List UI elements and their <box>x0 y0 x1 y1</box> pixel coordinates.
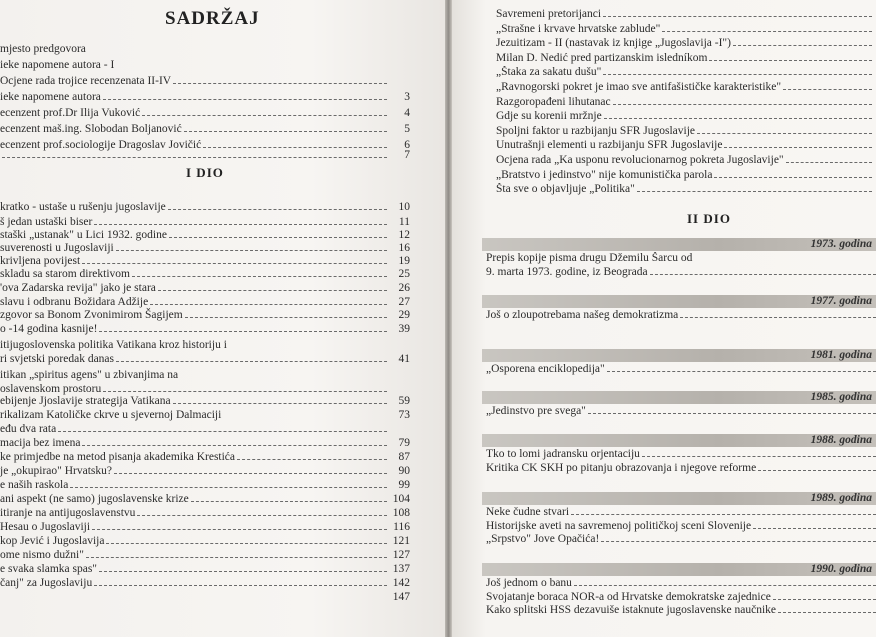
toc-entry-page: 16 <box>398 242 410 254</box>
toc-entry <box>0 241 410 255</box>
toc-entry-title: zgovor sa Bonom Zvonimirom Šagijem <box>0 309 183 321</box>
toc-entry-title: staški „ustanak" u Lici 1932. godine <box>0 229 167 241</box>
dot-leader <box>173 83 387 84</box>
toc-entry-title: je „okupirao" Hrvatsku? <box>0 465 112 477</box>
toc-entry-title: Neke čudne stvari <box>486 506 570 518</box>
toc-entry <box>496 169 872 182</box>
dot-leader <box>99 571 387 572</box>
toc-entry <box>496 81 872 94</box>
toc-entry <box>0 281 410 295</box>
toc-entry-title: Hesau o Jugoslaviji <box>0 521 91 533</box>
toc-entry <box>0 562 410 576</box>
toc-entry-title: itikan „spiritus agens" u zbivanjima na <box>0 369 179 381</box>
toc-entry <box>496 139 872 152</box>
dot-leader <box>185 317 387 318</box>
toc-entry-page: 137 <box>392 563 410 575</box>
dot-leader <box>613 104 872 105</box>
toc-entry-title: kratko - ustaše u rušenju jugoslavije <box>0 201 166 213</box>
dot-leader <box>758 470 876 471</box>
dot-leader <box>662 31 872 32</box>
year-label: 1988. godina <box>810 434 872 446</box>
toc-entry-title: Šta sve o objavljuje „Politika" <box>496 183 635 196</box>
dot-leader <box>574 585 876 586</box>
toc-entry-page: 26 <box>398 282 410 294</box>
toc-entry <box>486 252 876 265</box>
toc-entry-title: o -14 godina kasnije! <box>0 323 98 335</box>
toc-entry-title: Kritika CK SKH po pitanju obrazovanja i njegove reforme <box>486 461 757 474</box>
part-one-title: I DIO <box>186 165 224 180</box>
dot-leader <box>70 487 387 488</box>
toc-entry <box>0 506 410 520</box>
dot-leader <box>158 290 387 291</box>
toc-entry <box>0 520 410 534</box>
toc-entry <box>0 422 410 436</box>
toc-entry-page: 6 <box>404 139 410 151</box>
toc-entry-title: suverenosti u Jugoslaviji <box>0 242 114 254</box>
toc-entry <box>496 66 872 79</box>
dot-leader <box>168 209 387 210</box>
toc-entry <box>0 534 410 548</box>
toc-entry-title: Jezuitizam - II (nastavak iz knjige „Jugoslavija -I") <box>496 37 731 50</box>
dot-leader <box>603 74 872 75</box>
toc-entry <box>0 576 410 590</box>
dot-leader <box>778 612 876 613</box>
dot-leader <box>169 237 387 238</box>
dot-leader <box>58 431 387 432</box>
toc-entry-title: Tko to lomi jadransku orjentaciju <box>486 448 640 460</box>
toc-entry-title: skladu sa starom direktivom <box>0 268 130 280</box>
toc-entry <box>486 405 876 418</box>
toc-entry-title: Još o zloupotrebama našeg demokratizma <box>486 309 679 321</box>
dot-leader <box>191 501 387 502</box>
toc-entry-page: 7 <box>404 149 410 161</box>
year-heading <box>482 492 876 505</box>
toc-entry-title: Još jednom o banu <box>486 577 572 589</box>
right-page <box>452 0 876 637</box>
year-label: 1973. godina <box>810 238 872 250</box>
toc-entry-page: 5 <box>404 123 410 135</box>
toc-entry-title: ome nismo dužni" <box>0 549 84 561</box>
dot-leader <box>753 528 876 529</box>
dot-leader <box>604 118 872 119</box>
toc-entry-page: 3 <box>404 91 410 103</box>
toc-entry-title: Unutrašnji elementi u razbijanju SFR Jugoslavije <box>496 139 723 152</box>
toc-entry-title: Gdje su korenii mržnje <box>496 110 602 123</box>
year-heading <box>482 434 876 447</box>
year-heading <box>482 238 876 251</box>
toc-entry-title: š jedan ustaški biser <box>0 216 93 228</box>
year-heading <box>482 349 876 362</box>
year-label: 1977. godina <box>810 295 872 307</box>
toc-entry <box>496 8 872 21</box>
dot-leader <box>601 541 876 542</box>
toc-entry-title: ieke napomene autora - I <box>0 59 115 71</box>
toc-entry <box>0 492 410 506</box>
toc-entry-page: 73 <box>398 409 410 421</box>
toc-entry-title: „Osporena enciklopedija" <box>486 363 605 375</box>
toc-entry <box>496 52 872 65</box>
toc-entry <box>486 309 876 322</box>
toc-entry <box>0 228 410 242</box>
toc-entry-page: 12 <box>398 229 410 241</box>
toc-entry-title: Svojatanje boraca NOR-a od Hrvatske demokratske zajednice <box>486 590 771 603</box>
toc-entry-page: 127 <box>392 549 410 561</box>
dot-leader <box>99 331 387 332</box>
dot-leader <box>607 371 876 372</box>
dot-leader <box>106 543 387 544</box>
toc-entry-page: 147 <box>392 591 410 603</box>
toc-entry-title: Spoljni faktor u razbijanju SFR Jugoslavije <box>496 124 695 137</box>
year-heading <box>482 563 876 576</box>
dot-leader <box>680 317 876 318</box>
dot-leader <box>637 191 872 192</box>
toc-entry-page: 79 <box>398 437 410 449</box>
dot-leader <box>184 131 387 132</box>
year-label: 1981. godina <box>810 349 872 361</box>
toc-entry-title: ani aspekt (ne samo) jugoslavenske krize <box>0 493 189 505</box>
toc-entry <box>496 96 872 109</box>
toc-entry <box>496 23 872 36</box>
dot-leader <box>237 459 387 460</box>
toc-entry-title: čanj" za Jugoslaviju <box>0 577 93 589</box>
toc-entry <box>0 436 410 450</box>
toc-entry <box>0 42 410 56</box>
toc-entry <box>496 110 872 123</box>
toc-entry-title: ieke napomene autora <box>0 91 101 103</box>
toc-entry-title: „Ravnogorski pokret je imao sve antifašističke karakteristike" <box>496 81 782 93</box>
toc-entry-page: 121 <box>392 535 410 547</box>
dot-leader <box>786 162 872 163</box>
toc-entry <box>0 352 410 366</box>
toc-entry <box>0 548 410 562</box>
dot-leader <box>103 391 387 392</box>
dot-leader <box>571 514 876 515</box>
toc-entry-page: 39 <box>398 323 410 335</box>
dot-leader <box>137 515 387 516</box>
toc-entry <box>0 464 410 478</box>
dot-leader <box>82 445 387 446</box>
dot-leader <box>773 599 876 600</box>
dot-leader <box>142 115 387 116</box>
toc-entry <box>0 295 410 309</box>
toc-entry <box>0 200 410 214</box>
toc-entry <box>0 308 410 322</box>
dot-leader <box>94 224 387 225</box>
toc-entry <box>0 394 410 408</box>
toc-entry <box>0 90 410 104</box>
toc-entry <box>0 408 410 422</box>
toc-entry <box>0 122 410 136</box>
toc-entry-page: 19 <box>398 255 410 267</box>
toc-entry-title: ri svjetski poredak danas <box>0 353 115 365</box>
year-label: 1989. godina <box>810 492 872 504</box>
toc-entry-page: 41 <box>398 353 410 365</box>
toc-entry <box>0 590 410 604</box>
toc-entry-page: 108 <box>392 507 410 519</box>
dot-leader <box>733 45 872 46</box>
toc-entry <box>0 322 410 336</box>
dot-leader <box>132 276 387 277</box>
toc-entry-title: „Štaka za sakatu dušu" <box>496 66 602 79</box>
dot-leader <box>2 157 387 158</box>
toc-entry <box>0 148 410 162</box>
toc-entry-title: Milan D. Nedić pred partizanskim isledníkom <box>496 51 708 64</box>
toc-entry-title: Ocjena rada „Ka usponu revolucionarnog pokreta Jugoslavije" <box>496 154 784 166</box>
toc-entry <box>486 363 876 376</box>
toc-entry-title: 9. marta 1973. godine, iz Beograda <box>486 265 648 278</box>
dot-leader <box>783 89 872 90</box>
toc-entry-title: krivljena povijest <box>0 255 81 267</box>
dot-leader <box>650 274 876 275</box>
dot-leader <box>714 177 872 178</box>
book-gutter <box>445 0 452 637</box>
toc-entry-title: 'ova Zadarska revija" jako je stara <box>0 282 156 294</box>
toc-entry-title: Prepis kopije pisma drugu Džemilu Šarcu od <box>486 252 693 264</box>
dot-leader <box>92 529 387 530</box>
toc-entry-title: ebijenje Jjoslavije strategija Vatikana <box>0 395 171 407</box>
toc-entry-title: itiranje na antijugoslavenstvu <box>0 507 136 519</box>
toc-entry <box>496 37 872 50</box>
toc-entry-page: 90 <box>398 465 410 477</box>
toc-entry-page: 4 <box>404 107 410 119</box>
dot-leader <box>709 60 872 61</box>
toc-entry <box>486 577 876 590</box>
toc-entry <box>0 478 410 492</box>
dot-leader <box>642 456 876 457</box>
toc-entry-page: 11 <box>398 216 410 228</box>
toc-entry-title: „Jedinstvo pre svega" <box>486 405 586 417</box>
dot-leader <box>94 585 387 586</box>
toc-entry-title: Historijske aveti na savremenoj političkoj sceni Slovenije <box>486 519 752 532</box>
toc-entry-title: „Bratstvo i jedinstvo" nije komunistička parola <box>496 168 713 181</box>
toc-entry <box>486 506 876 519</box>
dot-leader <box>116 250 387 251</box>
year-heading <box>482 391 876 404</box>
toc-entry <box>486 448 876 461</box>
toc-entry-title: Savremeni pretorijanci <box>496 8 602 20</box>
toc-entry-title: ke primjedbe na metod pisanja akademika Krestića <box>0 451 236 463</box>
toc-entry-title: ecenzent prof.sociologije Dragoslav Jovičić <box>0 139 202 151</box>
toc-entry-page: 59 <box>398 395 410 407</box>
toc-entry-title: rikalizam Katoličke ckrve u sjevernoj Dalmaciji <box>0 409 222 421</box>
dot-leader <box>603 16 872 17</box>
toc-entry-title: „Srpstvo" Jove Opačića! <box>486 533 600 545</box>
toc-entry-title: e svaka slamka spas" <box>0 563 97 575</box>
toc-entry <box>486 266 876 279</box>
toc-entry-title: oslavenskom prostoru <box>0 383 102 395</box>
toc-entry-page: 27 <box>398 296 410 308</box>
toc-entry-title: Kako splitski HSS dezavuiše istaknute jugoslavenske naučnike <box>486 604 777 616</box>
dot-leader <box>82 263 387 264</box>
toc-entry <box>0 215 410 229</box>
toc-entry-title: Ocjene rada trojice recenzenata II-IV <box>0 75 172 87</box>
toc-entry-title: mjesto predgovora <box>0 43 86 55</box>
toc-entry-title: ecenzent maš.ing. Slobodan Boljanović <box>0 123 182 135</box>
toc-entry-page: 142 <box>392 577 410 589</box>
year-heading <box>482 295 876 308</box>
toc-entry-page: 25 <box>398 268 410 280</box>
toc-entry-title: eđu dva rata <box>0 423 57 435</box>
dot-leader <box>86 557 387 558</box>
toc-entry <box>0 368 410 382</box>
toc-entry <box>0 58 410 72</box>
toc-entry-title: ecenzent prof.Dr Ilija Vuković <box>0 107 141 119</box>
dot-leader <box>173 403 387 404</box>
toc-entry-page: 99 <box>398 479 410 491</box>
toc-entry-page: 116 <box>393 521 410 533</box>
toc-entry <box>496 125 872 138</box>
toc-entry-title: Razgoropađeni lihutanac <box>496 95 611 108</box>
toc-entry <box>0 338 410 352</box>
toc-entry <box>496 183 872 196</box>
toc-entry <box>0 267 410 281</box>
toc-entry <box>486 533 876 546</box>
dot-leader <box>114 473 387 474</box>
toc-entry <box>0 254 410 268</box>
dot-leader <box>697 133 872 134</box>
dot-leader <box>150 304 387 305</box>
year-label: 1990. godina <box>810 563 872 575</box>
toc-entry <box>0 450 410 464</box>
toc-entry-page: 10 <box>398 201 410 213</box>
toc-entry <box>486 462 876 475</box>
toc-entry-title: „Strašne i krvave hrvatske zablude" <box>496 22 661 35</box>
part-two-title: II DIO <box>687 211 731 226</box>
year-label: 1985. godina <box>810 391 872 403</box>
toc-entry-page: 29 <box>398 309 410 321</box>
toc-entry-title: kop Jević i Jugoslavija <box>0 535 105 547</box>
toc-entry <box>486 604 876 617</box>
toc-entry <box>0 74 410 88</box>
contents-title: SADRŽAJ <box>165 8 260 29</box>
toc-entry-page: 104 <box>392 493 410 505</box>
toc-entry <box>486 520 876 533</box>
dot-leader <box>103 99 387 100</box>
toc-entry-page: 87 <box>398 451 410 463</box>
toc-entry <box>0 106 410 120</box>
dot-leader <box>116 361 387 362</box>
toc-entry-title: itijugoslovenska politika Vatikana kroz historiju i <box>0 339 227 351</box>
toc-entry-title: slavu i odbranu Božidara Adžije <box>0 296 149 308</box>
toc-entry-title: macija bez imena <box>0 437 81 449</box>
dot-leader <box>724 147 872 148</box>
dot-leader <box>588 413 876 414</box>
toc-entry <box>486 591 876 604</box>
toc-entry <box>496 154 872 167</box>
toc-entry-title: e naših raskola <box>0 479 69 491</box>
